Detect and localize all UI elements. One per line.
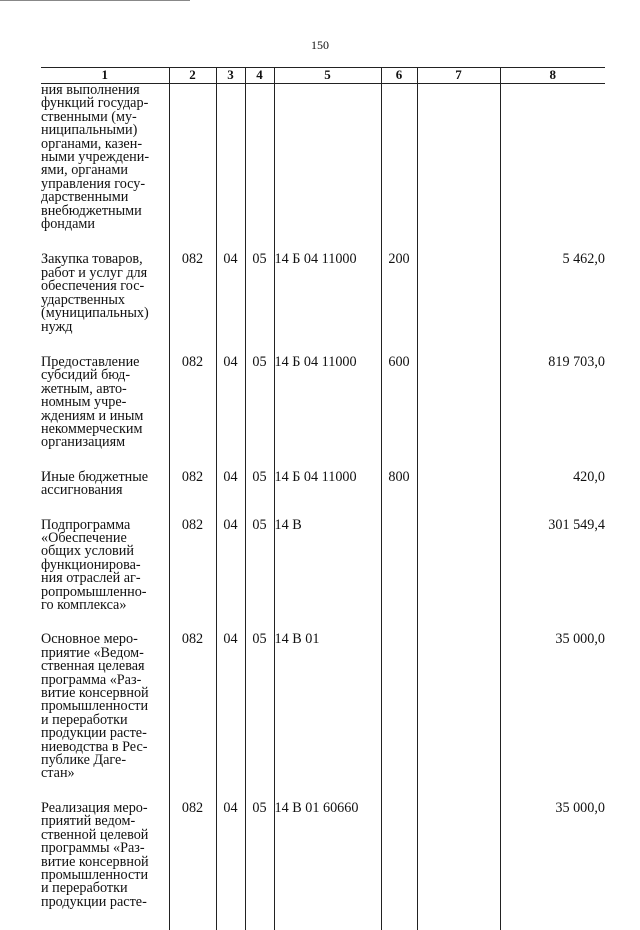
item-name-line: ния выполнения	[41, 84, 169, 97]
cell-section: 04	[216, 802, 245, 930]
item-name-line: фондами	[41, 218, 169, 231]
item-name-line: некоммерческим	[41, 423, 169, 436]
cell-subsection: 05	[245, 802, 274, 930]
item-name-line: внебюджетными	[41, 205, 169, 218]
column-header-8: 8	[500, 68, 605, 84]
item-name-line: стан»	[41, 767, 169, 780]
item-name-line: номным учре-	[41, 396, 169, 409]
table-row	[41, 802, 605, 930]
item-name-line: промышленности	[41, 700, 169, 713]
item-name-line: Реализация меро-	[41, 802, 169, 815]
item-name-line: обеспечения гос-	[41, 280, 169, 293]
column-header-1: 1	[41, 68, 169, 84]
item-name-line: «Обеспечение	[41, 532, 169, 545]
cell-subsection: 05	[245, 253, 274, 355]
item-name-line: ждениям и иным	[41, 410, 169, 423]
table-row	[41, 633, 605, 801]
cell-amount: 35 000,0	[500, 633, 605, 801]
cell-department: 082	[169, 253, 216, 355]
item-name-line: ассигнования	[41, 484, 169, 497]
table-row	[41, 84, 605, 254]
column-header-2: 2	[169, 68, 216, 84]
cell-amount: 5 462,0	[500, 253, 605, 355]
cell-target-article: 14 В 01 60660	[274, 802, 381, 930]
item-name-line: программы «Раз-	[41, 842, 169, 855]
item-name-line: Закупка товаров,	[41, 253, 169, 266]
cell-expense-type	[381, 84, 417, 254]
budget-table	[41, 67, 605, 930]
item-name-line: дарственными	[41, 191, 169, 204]
item-name-line: функций государ-	[41, 97, 169, 110]
table-row	[41, 356, 605, 471]
cell-target-article: 14 В 01	[274, 633, 381, 801]
column-header-7: 7	[417, 68, 500, 84]
item-name-line: приятий ведом-	[41, 815, 169, 828]
cell-department	[169, 84, 216, 254]
cell-item-name	[41, 84, 169, 254]
cell-subsection: 05	[245, 519, 274, 634]
table-row	[41, 471, 605, 519]
item-name-line: ниеводства в Рес-	[41, 741, 169, 754]
item-name-line: витие консервной	[41, 856, 169, 869]
table-row	[41, 519, 605, 634]
item-name-line: ственными (му-	[41, 111, 169, 124]
item-name-line: продукции расте-	[41, 896, 169, 909]
item-name-line: и переработки	[41, 882, 169, 895]
cell-section	[216, 84, 245, 254]
cell-amount: 301 549,4	[500, 519, 605, 634]
column-header-4: 4	[245, 68, 274, 84]
cell-expense-type: 800	[381, 471, 417, 519]
cell-expense-type	[381, 633, 417, 801]
item-name-line: приятие «Ведом-	[41, 647, 169, 660]
cell-section: 04	[216, 356, 245, 471]
item-name-line: Основное меро-	[41, 633, 169, 646]
column-header-3: 3	[216, 68, 245, 84]
item-name-line: органами, казен-	[41, 138, 169, 151]
cell-column-7	[417, 84, 500, 254]
cell-amount: 35 000,0	[500, 802, 605, 930]
item-name-line: функционирова-	[41, 559, 169, 572]
cell-target-article: 14 Б 04 11000	[274, 471, 381, 519]
scan-top-rule	[0, 0, 190, 1]
cell-item-name	[41, 802, 169, 930]
item-name-line: Подпрограмма	[41, 519, 169, 532]
cell-target-article: 14 В	[274, 519, 381, 634]
item-name-line: продукции расте-	[41, 727, 169, 740]
item-name-line: Предоставление	[41, 356, 169, 369]
cell-section: 04	[216, 633, 245, 801]
cell-amount: 420,0	[500, 471, 605, 519]
item-name-line: ниципальными)	[41, 124, 169, 137]
item-name-line: Иные бюджетные	[41, 471, 169, 484]
item-name-line: публике Даге-	[41, 754, 169, 767]
item-name-line: го комплекса»	[41, 599, 169, 612]
cell-subsection: 05	[245, 471, 274, 519]
cell-column-7	[417, 519, 500, 634]
cell-amount: 819 703,0	[500, 356, 605, 471]
item-name-line: жетным, авто-	[41, 383, 169, 396]
item-name-line: ния отраслей аг-	[41, 572, 169, 585]
cell-column-7	[417, 253, 500, 355]
item-name-line: программа «Раз-	[41, 674, 169, 687]
item-name-line: ударственных	[41, 294, 169, 307]
column-header-5: 5	[274, 68, 381, 84]
cell-target-article: 14 Б 04 11000	[274, 253, 381, 355]
cell-expense-type	[381, 519, 417, 634]
cell-expense-type: 600	[381, 356, 417, 471]
cell-department: 082	[169, 471, 216, 519]
cell-column-7	[417, 633, 500, 801]
item-name-line: витие консервной	[41, 687, 169, 700]
table-row	[41, 253, 605, 355]
item-name-line: и переработки	[41, 714, 169, 727]
cell-column-7	[417, 356, 500, 471]
item-name-line: ственная целевая	[41, 660, 169, 673]
cell-column-7	[417, 802, 500, 930]
cell-section: 04	[216, 471, 245, 519]
cell-amount	[500, 84, 605, 254]
cell-item-name	[41, 633, 169, 801]
item-name-line: работ и услуг для	[41, 267, 169, 280]
item-name-line: ными учреждени-	[41, 151, 169, 164]
cell-department: 082	[169, 356, 216, 471]
item-name-line: (муниципальных)	[41, 307, 169, 320]
table-body	[41, 84, 605, 930]
cell-item-name	[41, 356, 169, 471]
cell-subsection	[245, 84, 274, 254]
page-number: 150	[0, 38, 640, 53]
cell-target-article: 14 Б 04 11000	[274, 356, 381, 471]
item-name-line: организациям	[41, 436, 169, 449]
cell-target-article	[274, 84, 381, 254]
item-name-line: управления госу-	[41, 178, 169, 191]
item-name-line: ями, органами	[41, 164, 169, 177]
cell-column-7	[417, 471, 500, 519]
cell-subsection: 05	[245, 356, 274, 471]
cell-item-name	[41, 471, 169, 519]
cell-item-name	[41, 519, 169, 634]
cell-item-name	[41, 253, 169, 355]
item-name-line: ственной целевой	[41, 829, 169, 842]
item-name-line: субсидий бюд-	[41, 369, 169, 382]
item-name-line: промышленности	[41, 869, 169, 882]
cell-expense-type	[381, 802, 417, 930]
cell-department: 082	[169, 633, 216, 801]
cell-expense-type: 200	[381, 253, 417, 355]
cell-section: 04	[216, 253, 245, 355]
cell-subsection: 05	[245, 633, 274, 801]
item-name-line: нужд	[41, 321, 169, 334]
item-name-line: ропромышленно-	[41, 586, 169, 599]
column-header-6: 6	[381, 68, 417, 84]
cell-department: 082	[169, 802, 216, 930]
cell-section: 04	[216, 519, 245, 634]
item-name-line: общих условий	[41, 545, 169, 558]
cell-department: 082	[169, 519, 216, 634]
